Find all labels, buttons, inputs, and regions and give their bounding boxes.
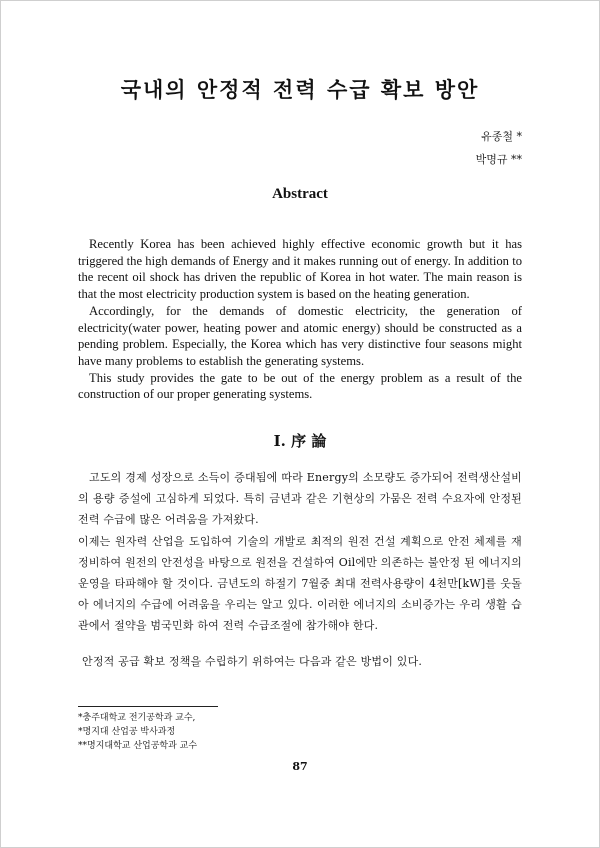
author-1: 유종철 * — [481, 130, 522, 143]
introduction-body — [78, 467, 522, 672]
abstract-paragraph-3: This study provides the gate to be out of the energy problem as a result of the construction of our proper generating systems. — [78, 370, 522, 402]
footnote-2: *명지대 산업공 박사과정 — [78, 727, 176, 737]
abstract-paragraph-1: Recently Korea has been achieved highly effective economic growth but it has triggered the high demands of Energy and it makes running out of energy. In addition to the recent oil shock has driven the republic of Korea in hot water. The main reason is that the most electricity production system is based on the heating generation. — [78, 237, 522, 302]
paper-title: 국내의 안정적 전력 수급 확보 방안 — [120, 77, 480, 102]
section-heading-introduction: I. 序 論 — [273, 432, 327, 450]
footnote-divider — [78, 706, 218, 707]
page-number: 87 — [292, 760, 308, 773]
intro-paragraph-3: 안정적 공급 확보 정책을 수립하기 위하여는 다음과 같은 방법이 있다. — [82, 654, 423, 668]
footnote-1: *충주대학교 전기공학과 교수, — [78, 713, 196, 723]
author-2: 박명규 ** — [475, 153, 522, 166]
author-list — [476, 125, 522, 171]
footnote-3: **명지대학교 산업공학과 교수 — [78, 741, 198, 751]
intro-paragraph-2: 이제는 원자력 산업을 도입하여 기술의 개발로 최적의 원전 건설 계획으로 안전 체제를 재정비하여 원전의 안전성을 바탕으로 원전을 건설하여 Oil에만 의존하는 불안정 된 에너지의 운영을 타파해야 할 것이다. 금년도의 하절기 7월중 최대 전력사용량이 4천만[kW]를 웃돌아 에너지의 수급에 어려움을 우리는 알고 있다. 이러한 에너지의 소비증가는 우리 생활 습관에서 절약을 범국민화 하여 전력 수급조절에 참가해야 한다. — [78, 534, 522, 633]
abstract-paragraph-2: Accordingly, for the demands of domestic electricity, the generation of electricity(water power, heating power and atomic energy) should be constructed as a pending problem. Especially, the Korea which has very distinctive four seasons might have many problems to establish the generating systems. — [78, 303, 522, 368]
footnotes — [78, 711, 197, 753]
abstract-body — [78, 236, 522, 403]
abstract-heading: Abstract — [272, 186, 328, 202]
intro-paragraph-1: 고도의 경제 성장으로 소득이 증대됨에 따라 Energy의 소모량도 증가되어 전력생산설비의 용량 증설에 고심하게 되었다. 특히 금년과 같은 기현상의 가뭄은 전력 수요자에 안정된 전력 수급에 많은 어려움을 가져왔다. — [78, 471, 522, 527]
